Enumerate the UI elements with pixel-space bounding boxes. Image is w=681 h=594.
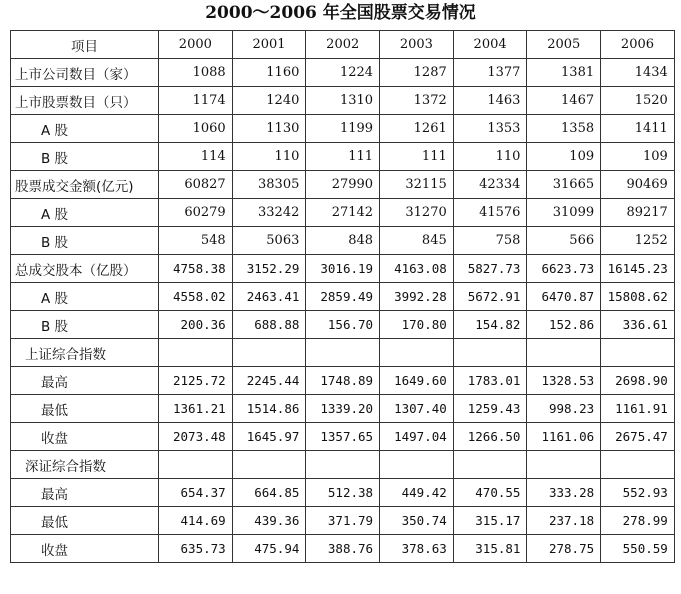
row-label: 最高 [11,479,159,507]
row-label: A 股 [11,115,159,143]
row-label: 最低 [11,507,159,535]
value-cell: 6470.87 [527,283,601,311]
value-cell [159,451,233,479]
table-row [11,115,675,143]
value-cell: 688.88 [232,311,306,339]
value-cell: 42334 [453,171,527,199]
value-cell: 1261 [380,115,454,143]
table-row [11,199,675,227]
header-cell-item: 项目 [11,31,159,59]
value-cell: 89217 [601,199,675,227]
value-cell [527,339,601,367]
value-cell: 1240 [232,87,306,115]
table-row [11,311,675,339]
row-label: 深证综合指数 [11,451,159,479]
table-body [11,59,675,563]
table-row [11,451,675,479]
value-cell: 90469 [601,171,675,199]
value-cell: 41576 [453,199,527,227]
value-cell: 2698.90 [601,367,675,395]
value-cell: 1783.01 [453,367,527,395]
value-cell: 1649.60 [380,367,454,395]
value-cell: 3152.29 [232,255,306,283]
value-cell: 350.74 [380,507,454,535]
value-cell: 552.93 [601,479,675,507]
table-row [11,59,675,87]
value-cell [453,339,527,367]
value-cell: 33242 [232,199,306,227]
value-cell: 111 [380,143,454,171]
value-cell: 1520 [601,87,675,115]
value-cell: 1161.91 [601,395,675,423]
value-cell: 110 [232,143,306,171]
value-cell: 848 [306,227,380,255]
value-cell: 1411 [601,115,675,143]
value-cell: 6623.73 [527,255,601,283]
table-row [11,171,675,199]
value-cell: 60827 [159,171,233,199]
value-cell: 1381 [527,59,601,87]
value-cell: 1361.21 [159,395,233,423]
value-cell: 470.55 [453,479,527,507]
row-label: B 股 [11,311,159,339]
table-row [11,227,675,255]
row-label: 总成交股本（亿股） [11,255,159,283]
value-cell: 1434 [601,59,675,87]
value-cell: 1497.04 [380,423,454,451]
value-cell: 60279 [159,199,233,227]
value-cell: 1287 [380,59,454,87]
value-cell: 31099 [527,199,601,227]
value-cell: 4163.08 [380,255,454,283]
value-cell: 156.70 [306,311,380,339]
value-cell: 388.76 [306,535,380,563]
header-cell-year: 2000 [159,31,233,59]
row-label: 上市公司数目（家） [11,59,159,87]
value-cell: 1310 [306,87,380,115]
value-cell: 371.79 [306,507,380,535]
value-cell: 1174 [159,87,233,115]
value-cell: 152.86 [527,311,601,339]
value-cell: 278.75 [527,535,601,563]
value-cell: 336.61 [601,311,675,339]
value-cell: 1307.40 [380,395,454,423]
value-cell: 1463 [453,87,527,115]
value-cell: 32115 [380,171,454,199]
value-cell: 1266.50 [453,423,527,451]
value-cell: 109 [527,143,601,171]
value-cell: 1339.20 [306,395,380,423]
value-cell: 31665 [527,171,601,199]
value-cell: 998.23 [527,395,601,423]
value-cell: 27990 [306,171,380,199]
value-cell: 3016.19 [306,255,380,283]
value-cell: 237.18 [527,507,601,535]
value-cell [306,339,380,367]
value-cell [453,451,527,479]
row-label: 收盘 [11,423,159,451]
value-cell [232,339,306,367]
stock-trading-table [10,30,675,563]
table-row [11,255,675,283]
value-cell: 512.38 [306,479,380,507]
value-cell: 2675.47 [601,423,675,451]
value-cell: 1259.43 [453,395,527,423]
value-cell: 1357.65 [306,423,380,451]
value-cell: 5827.73 [453,255,527,283]
value-cell: 2073.48 [159,423,233,451]
value-cell: 200.36 [159,311,233,339]
value-cell: 845 [380,227,454,255]
value-cell: 5672.91 [453,283,527,311]
value-cell: 2245.44 [232,367,306,395]
value-cell: 278.99 [601,507,675,535]
value-cell: 114 [159,143,233,171]
header-cell-year: 2005 [527,31,601,59]
value-cell [527,451,601,479]
value-cell: 15808.62 [601,283,675,311]
row-label: 上市股票数目（只） [11,87,159,115]
header-cell-year: 2001 [232,31,306,59]
row-label: 最低 [11,395,159,423]
row-label: A 股 [11,199,159,227]
value-cell [380,339,454,367]
row-label: 最高 [11,367,159,395]
value-cell: 111 [306,143,380,171]
value-cell: 654.37 [159,479,233,507]
value-cell: 439.36 [232,507,306,535]
row-label: 股票成交金额(亿元) [11,171,159,199]
page-title: 2000～2006 年全国股票交易情况 [205,3,476,23]
value-cell: 1377 [453,59,527,87]
table-row [11,423,675,451]
row-label: 上证综合指数 [11,339,159,367]
value-cell: 4758.38 [159,255,233,283]
value-cell: 1358 [527,115,601,143]
value-cell: 1372 [380,87,454,115]
value-cell: 550.59 [601,535,675,563]
value-cell: 1130 [232,115,306,143]
value-cell: 315.17 [453,507,527,535]
value-cell: 16145.23 [601,255,675,283]
value-cell: 1060 [159,115,233,143]
table-row [11,283,675,311]
value-cell: 3992.28 [380,283,454,311]
value-cell: 1160 [232,59,306,87]
value-cell: 1353 [453,115,527,143]
value-cell: 4558.02 [159,283,233,311]
value-cell: 548 [159,227,233,255]
value-cell [380,451,454,479]
table-row [11,535,675,563]
value-cell [601,451,675,479]
value-cell: 2859.49 [306,283,380,311]
value-cell: 449.42 [380,479,454,507]
value-cell: 5063 [232,227,306,255]
value-cell: 1161.06 [527,423,601,451]
value-cell: 170.80 [380,311,454,339]
value-cell: 475.94 [232,535,306,563]
value-cell: 1467 [527,87,601,115]
value-cell: 566 [527,227,601,255]
value-cell [601,339,675,367]
row-label: B 股 [11,143,159,171]
table-row [11,479,675,507]
row-label: B 股 [11,227,159,255]
value-cell [232,451,306,479]
value-cell: 1224 [306,59,380,87]
value-cell: 1514.86 [232,395,306,423]
value-cell: 109 [601,143,675,171]
value-cell: 1645.97 [232,423,306,451]
value-cell: 2125.72 [159,367,233,395]
header-cell-year: 2002 [306,31,380,59]
value-cell: 635.73 [159,535,233,563]
value-cell: 110 [453,143,527,171]
row-label: A 股 [11,283,159,311]
value-cell: 1088 [159,59,233,87]
value-cell [306,451,380,479]
value-cell: 2463.41 [232,283,306,311]
value-cell: 333.28 [527,479,601,507]
value-cell: 414.69 [159,507,233,535]
value-cell: 38305 [232,171,306,199]
header-cell-year: 2004 [453,31,527,59]
header-cell-year: 2006 [601,31,675,59]
value-cell: 1328.53 [527,367,601,395]
value-cell: 664.85 [232,479,306,507]
value-cell: 31270 [380,199,454,227]
value-cell: 1252 [601,227,675,255]
table-row [11,339,675,367]
value-cell: 378.63 [380,535,454,563]
value-cell: 758 [453,227,527,255]
header-row [11,31,675,59]
header-cell-year: 2003 [380,31,454,59]
table-row [11,507,675,535]
value-cell: 154.82 [453,311,527,339]
value-cell: 315.81 [453,535,527,563]
value-cell: 1748.89 [306,367,380,395]
row-label: 收盘 [11,535,159,563]
table-row [11,395,675,423]
value-cell [159,339,233,367]
value-cell: 1199 [306,115,380,143]
table-row [11,143,675,171]
table-row [11,367,675,395]
table-row [11,87,675,115]
value-cell: 27142 [306,199,380,227]
